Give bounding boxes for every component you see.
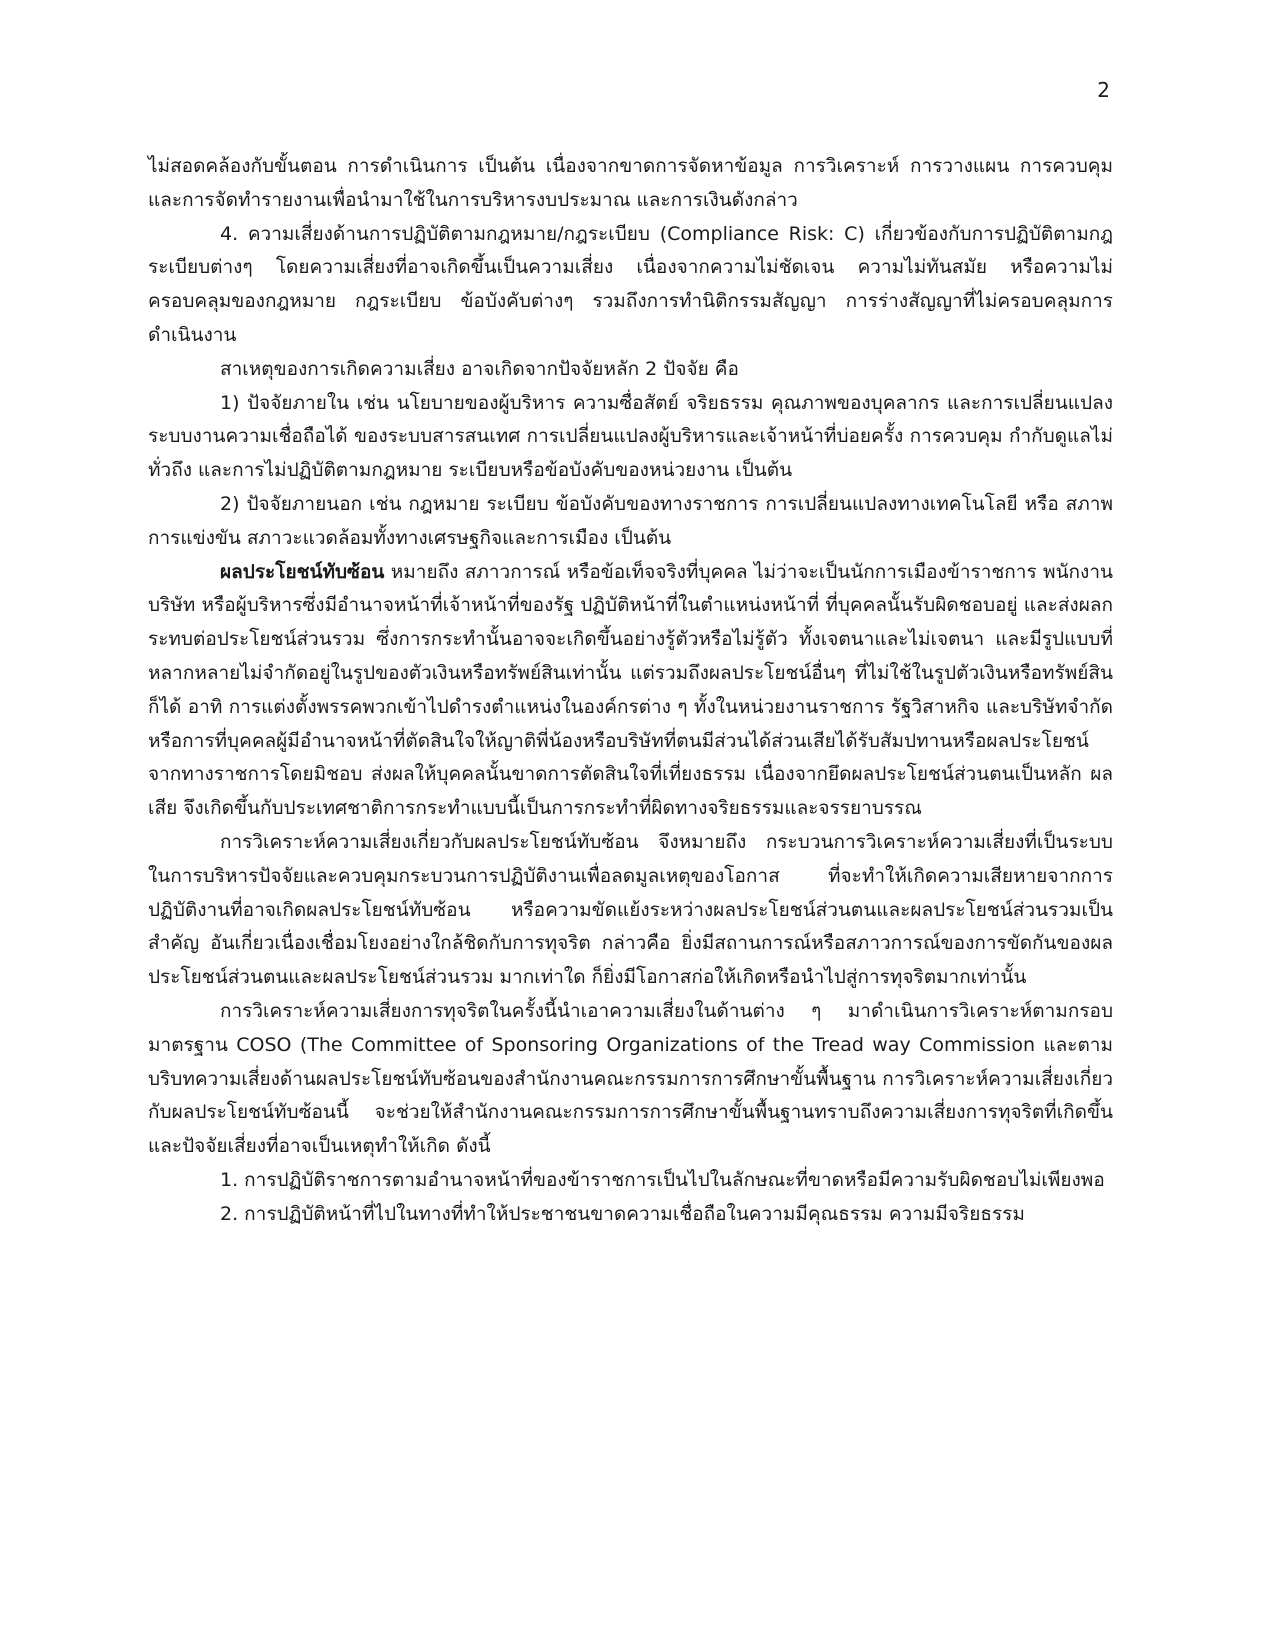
paragraph-conflict-of-interest-definition [148,556,1113,826]
bold-term-conflict-of-interest: ผลประโยชน์ทับซ้อน [220,560,385,583]
paragraph-budget-risk-continuation: ไม่สอดคล้องกับขั้นตอน การดำเนินการ เป็นต้น เนื่องจากขาดการจัดหาข้อมูล การวิเคราะห์ การวางแผน การควบคุม และการจัดทำรายงานเพื่อนำมาใช้ในการบริหารงบประมาณ และการเงินดังกล่าว [148,155,1113,211]
paragraph-internal-factors: 1) ปัจจัยภายใน เช่น นโยบายของผู้บริหาร ความซื่อสัตย์ จริยธรรม คุณภาพของบุคลากร และการเปลี่ยนแปลงระบบงานความเชื่อถือได้ ของระบบสารสนเทศ การเปลี่ยนแปลงผู้บริหารและเจ้าหน้าที่บ่อยครั้ง การควบคุม กำกับดูแลไม่ทั่วถึง และการไม่ปฏิบัติตามกฎหมาย ระเบียบหรือข้อบังคับของหน่วยงาน เป็นต้น [148,391,1113,482]
paragraph-list-item-1: 1. การปฏิบัติราชการตามอำนาจหน้าที่ของข้าราชการเป็นไปในลักษณะที่ขาดหรือมีความรับผิดชอบไม่เพียงพอ [220,1168,1105,1191]
paragraph-coso-framework: การวิเคราะห์ความเสี่ยงการทุจริตในครั้งนี้นำเอาความเสี่ยงในด้านต่าง ๆ มาดำเนินการวิเคราะห์ตามกรอบมาตรฐาน COSO (The Committee of Sponsoring Organizations of the Tread way Commission และตามบริบทความเสี่ยงด้านผลประโยชน์ทับซ้อนของสำนักงานคณะกรรมการการศึกษาขั้นพื้นฐาน การวิเคราะห์ความเสี่ยงเกี่ยวกับผลประโยชน์ทับซ้อนนี้ จะช่วยให้สำนักงานคณะกรรมการการศึกษาขั้นพื้นฐานทราบถึงความเสี่ยงการทุจริตที่เกิดขึ้น และปัจจัยเสี่ยงที่อาจเป็นเหตุทำให้เกิด ดังนี้ [148,999,1113,1158]
document-body [148,150,1113,1232]
paragraph-external-factors: 2) ปัจจัยภายนอก เช่น กฎหมาย ระเบียบ ข้อบังคับของทางราชการ การเปลี่ยนแปลงทางเทคโนโลยี หรือ สภาพการแข่งขัน สภาวะแวดล้อมทั้งทางเศรษฐกิจและการเมือง เป็นต้น [148,492,1113,549]
paragraph-definition-text: หมายถึง สภาวการณ์ หรือข้อเท็จจริงที่บุคคล ไม่ว่าจะเป็นนักการเมืองข้าราชการ พนักงานบริษัท หรือผู้บริหารซึ่งมีอำนาจหน้าที่เจ้าหน้าที่ของรัฐ ปฏิบัติหน้าที่ในตำแหน่งหน้าที่ ที่บุคคลนั้นรับผิดชอบอยู่ และส่งผลกระทบต่อประโยชน์ส่วนรวม ซึ่งการกระทำนั้นอาจจะเกิดขึ้นอย่างรู้ตัวหรือไม่รู้ตัว ทั้งเจตนาและไม่เจตนา และมีรูปแบบที่หลากหลายไม่จำกัดอยู่ในรูปของตัวเงินหรือทรัพย์สินเท่านั้น แต่รวมถึงผลประโยชน์อื่นๆ ที่ไม่ใช้ในรูปตัวเงินหรือทรัพย์สินก็ได้ อาทิ การแต่งตั้งพรรคพวกเข้าไปดำรงตำแหน่งในองค์กรต่าง ๆ ทั้งในหน่วยงานราชการ รัฐวิสาหกิจ และบริษัทจำกัดหรือการที่บุคคลผู้มีอำนาจหน้าที่ตัดสินใจให้ญาติพี่น้องหรือบริษัทที่ตนมีส่วนได้ส่วนเสียได้รับสัมปทานหรือผลประโยชน์ จากทางราชการโดยมิชอบ ส่งผลให้บุคคลนั้นขาดการตัดสินใจที่เที่ยงธรรม เนื่องจากยึดผลประโยชน์ส่วนตนเป็นหลัก ผลเสีย จึงเกิดขึ้นกับประเทศชาติการกระทำแบบนี้เป็นการกระทำที่ผิดทางจริยธรรมและจรรยาบรรณ [148,560,1113,820]
paragraph-risk-causes: สาเหตุของการเกิดความเสี่ยง อาจเกิดจากปัจจัยหลัก 2 ปัจจัย คือ [220,357,739,380]
paragraph-compliance-risk: 4. ความเสี่ยงด้านการปฏิบัติตามกฎหมาย/กฎระเบียบ (Compliance Risk: C) เกี่ยวข้องกับการปฏิบัติตามกฎระเบียบต่างๆ โดยความเสี่ยงที่อาจเกิดขึ้นเป็นความเสี่ยง เนื่องจากความไม่ชัดเจน ความไม่ทันสมัย หรือความไม่ครอบคลุมของกฎหมาย กฎระเบียบ ข้อบังคับต่างๆ รวมถึงการทำนิติกรรมสัญญา การร่างสัญญาที่ไม่ครอบคลุมการดำเนินงาน [148,222,1113,346]
paragraph-list-item-2: 2. การปฏิบัติหน้าที่ไปในทางที่ทำให้ประชาชนขาดความเชื่อถือในความมีคุณธรรม ความมีจริยธรรม [220,1202,1025,1225]
page-number: 2 [1097,78,1110,102]
paragraph-risk-analysis-meaning: การวิเคราะห์ความเสี่ยงเกี่ยวกับผลประโยชน์ทับซ้อน จึงหมายถึง กระบวนการวิเคราะห์ความเสี่ยงที่เป็นระบบ ในการบริหารปัจจัยและควบคุมกระบวนการปฏิบัติงานเพื่อลดมูลเหตุของโอกาส ที่จะทำให้เกิดความเสียหายจากการปฏิบัติงานที่อาจเกิดผลประโยชน์ทับซ้อน หรือความขัดแย้งระหว่างผลประโยชน์ส่วนตนและผลประโยชน์ส่วนรวมเป็นสำคัญ อันเกี่ยวเนื่องเชื่อมโยงอย่างใกล้ชิดกับการทุจริต กล่าวคือ ยิ่งมีสถานการณ์หรือสภาวการณ์ของการขัดกันของผลประโยชน์ส่วนตนและผลประโยชน์ส่วนรวม มากเท่าใด ก็ยิ่งมีโอกาสก่อให้เกิดหรือนำไปสู่การทุจริตมากเท่านั้น [148,830,1113,989]
